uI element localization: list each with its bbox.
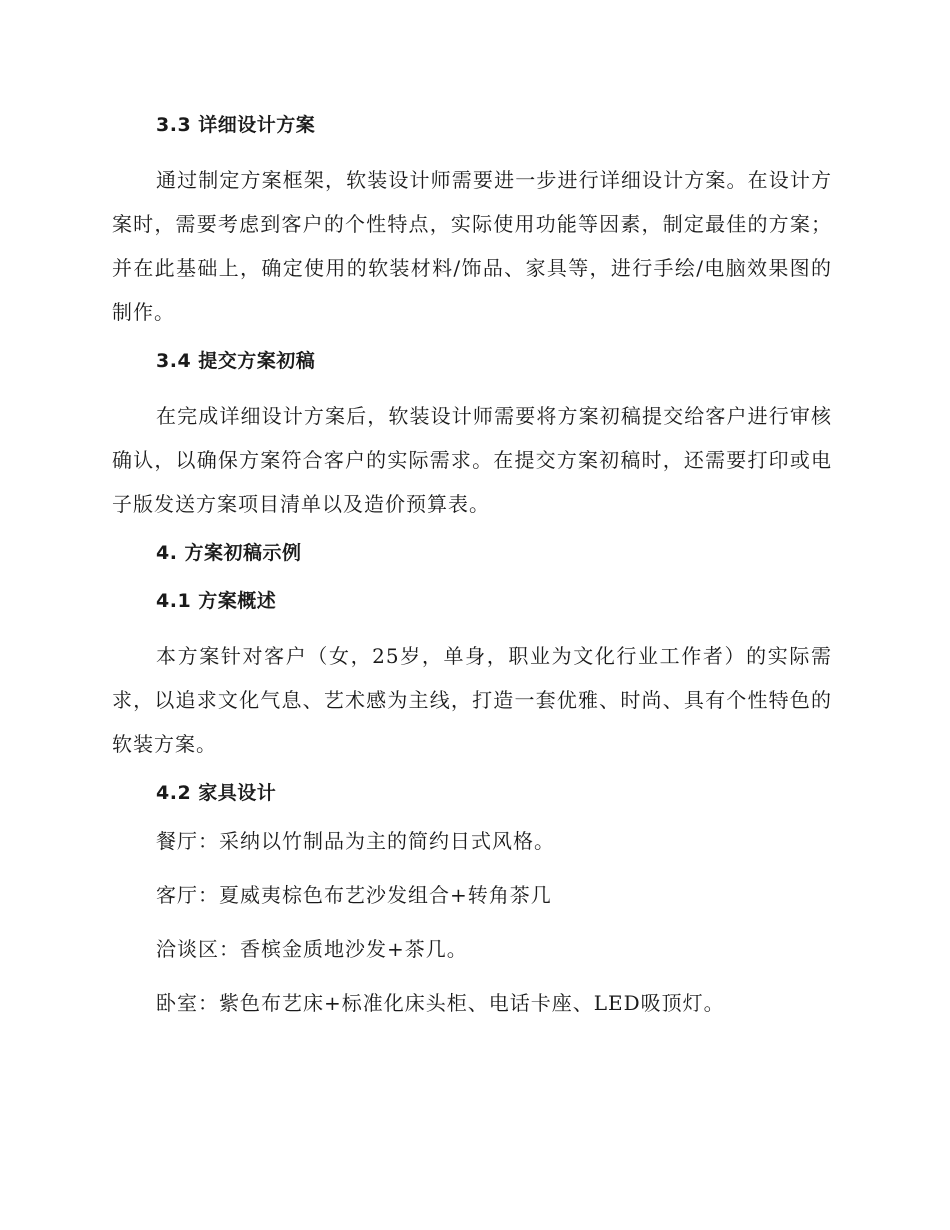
furniture-item-dining: 餐厅：采纳以竹制品为主的简约日式风格。 [156,829,555,853]
section-paragraph-3-4: 在完成详细设计方案后，软装设计师需要将方案初稿提交给客户进行审核确认，以确保方案符合客户的实际需求。在提交方案初稿时，还需要打印或电子版发送方案项目清单以及造价预算表。 [112,404,832,516]
furniture-item-meeting: 洽谈区：香槟金质地沙发+茶几。 [156,937,468,961]
section-heading-4-2: 4.2 家具设计 [156,782,277,804]
section-paragraph-4-1: 本方案针对客户（女，25岁，单身，职业为文化行业工作者）的实际需求，以追求文化气息、艺术感为主线，打造一套优雅、时尚、具有个性特色的软装方案。 [112,644,832,756]
section-heading-4: 4. 方案初稿示例 [156,542,302,564]
section-heading-3-3: 3.3 详细设计方案 [156,114,316,136]
furniture-item-bedroom: 卧室：紫色布艺床+标准化床头柜、电话卡座、LED吸顶灯。 [156,991,725,1015]
section-paragraph-3-3: 通过制定方案框架，软装设计师需要进一步进行详细设计方案。在设计方案时，需要考虑到客户的个性特点，实际使用功能等因素，制定最佳的方案；并在此基础上，确定使用的软装材料/饰品、家具等，进行手绘/电脑效果图的制作。 [112,168,832,324]
section-heading-4-1: 4.1 方案概述 [156,590,277,612]
document-body [112,110,832,1042]
section-heading-3-4: 3.4 提交方案初稿 [156,350,316,372]
furniture-item-living: 客厅：夏威夷棕色布艺沙发组合+转角茶几 [156,883,552,907]
